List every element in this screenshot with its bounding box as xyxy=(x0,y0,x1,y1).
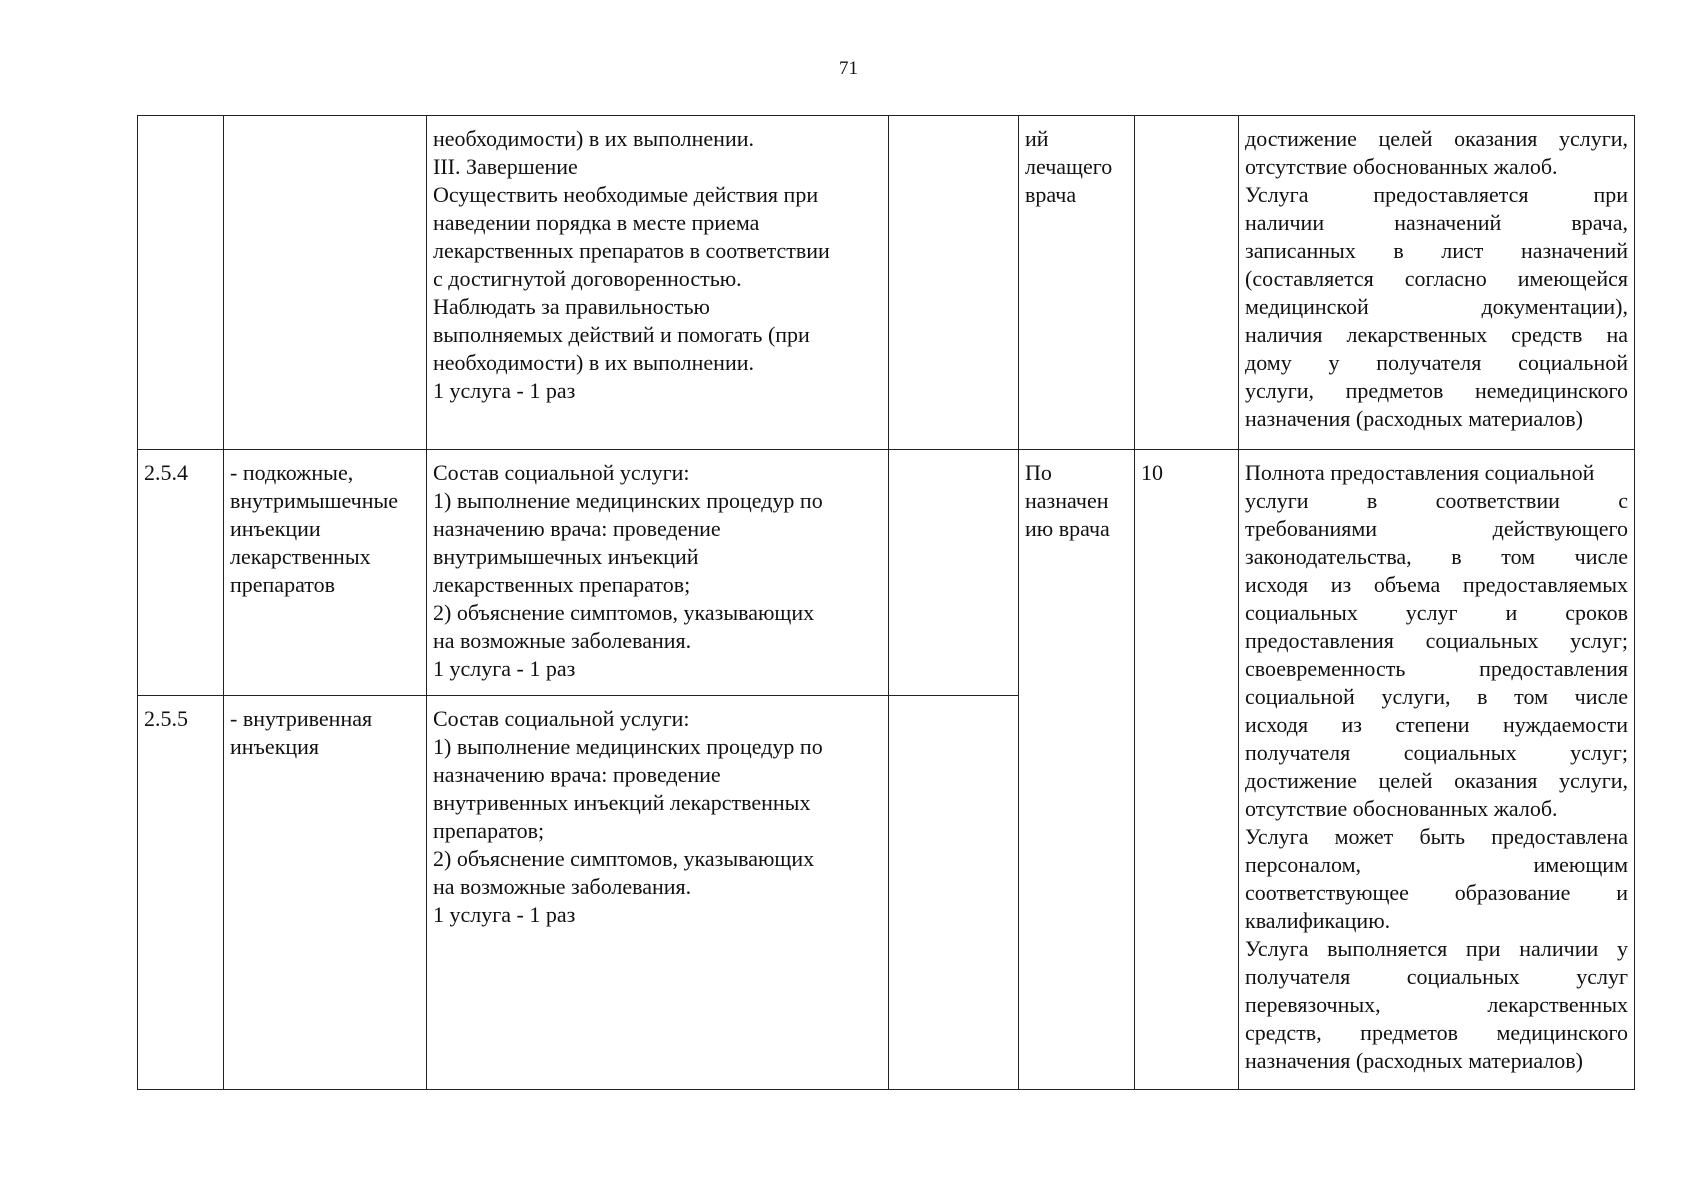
cell-term-empty xyxy=(1135,116,1239,450)
text-line: - внутривенная xyxy=(230,706,373,731)
text-line: ий xyxy=(1025,126,1049,151)
cell-number: 2.5.4 xyxy=(138,450,224,696)
text-line: достижение целей оказания услуги, xyxy=(1245,126,1628,151)
text-line: назначения (расходных материалов) xyxy=(1245,1048,1583,1073)
cell-content xyxy=(427,116,889,450)
text-line: средств, предметов медицинского xyxy=(1245,1020,1628,1045)
text-line: 1 услуга - 1 раз xyxy=(433,656,576,681)
text-line: достижение целей оказания услуги, xyxy=(1245,768,1628,793)
text-line: Наблюдать за правильностью xyxy=(433,294,710,319)
text-line: препаратов xyxy=(230,572,335,597)
text-line: соответствующее образование и xyxy=(1245,880,1628,905)
cell-content xyxy=(427,696,889,1090)
cell-criteria xyxy=(1239,450,1635,1090)
text-line: отсутствие обоснованных жалоб. xyxy=(1245,154,1558,179)
text-line: Осуществить необходимые действия при xyxy=(433,182,819,207)
text-line: (составляется согласно имеющейся xyxy=(1245,266,1628,291)
cell-empty xyxy=(889,450,1019,696)
text-line: исходя из степени нуждаемости xyxy=(1245,712,1628,737)
table-row-2-5-4 xyxy=(138,450,1635,696)
text-line: персоналом, имеющим xyxy=(1245,852,1628,877)
cell-term: 10 xyxy=(1135,450,1239,1090)
text-line: квалификацию. xyxy=(1245,908,1391,933)
cell-criteria xyxy=(1239,116,1635,450)
text-line: препаратов; xyxy=(433,818,545,843)
cell-frequency xyxy=(1019,450,1135,1090)
text-line: получателя социальных услуг xyxy=(1245,964,1628,989)
page-number: 71 xyxy=(839,58,858,79)
text-line: медицинской документации), xyxy=(1245,294,1628,319)
text-line: необходимости) в их выполнении. xyxy=(433,350,754,375)
text-line: своевременность предоставления xyxy=(1245,656,1628,681)
text-line: 1) выполнение медицинских процедур по xyxy=(433,488,823,513)
services-table xyxy=(137,115,1635,1090)
text-line: выполняемых действий и помогать (при xyxy=(433,322,810,347)
text-line: Полнота предоставления социальной xyxy=(1245,460,1595,485)
cell-name xyxy=(224,450,427,696)
text-line: наведении порядка в месте приема xyxy=(433,210,760,235)
text-line: исходя из объема предоставляемых xyxy=(1245,572,1628,597)
table-row-continued xyxy=(138,116,1635,450)
text-line: требованиями действующего xyxy=(1245,516,1628,541)
text-line: с достигнутой договоренностью. xyxy=(433,266,742,291)
text-line: врача xyxy=(1025,182,1077,207)
cell-number: 2.5.5 xyxy=(138,696,224,1090)
text-line: назначению врача: проведение xyxy=(433,516,721,541)
text-line: ию врача xyxy=(1025,516,1110,541)
text-line: отсутствие обоснованных жалоб. xyxy=(1245,796,1558,821)
text-line: наличия лекарственных средств на xyxy=(1245,322,1628,347)
text-line: Состав социальной услуги: xyxy=(433,706,690,731)
text-line: 1 услуга - 1 раз xyxy=(433,378,576,403)
text-line: Услуга выполняется при наличии у xyxy=(1245,936,1628,961)
cell-empty xyxy=(889,116,1019,450)
text-line: назначен xyxy=(1025,488,1109,513)
text-line: назначению врача: проведение xyxy=(433,762,721,787)
text-line: внутримышечные xyxy=(230,488,399,513)
cell-content xyxy=(427,450,889,696)
text-line: услуги, предметов немедицинского xyxy=(1245,378,1628,403)
text-line: на возможные заболевания. xyxy=(433,874,692,899)
text-line: законодательства, в том числе xyxy=(1245,544,1628,569)
text-line: - подкожные, xyxy=(230,460,354,485)
text-line: инъекция xyxy=(230,734,320,759)
text-line: лекарственных препаратов; xyxy=(433,572,691,597)
text-line: на возможные заболевания. xyxy=(433,628,692,653)
cell-name xyxy=(224,696,427,1090)
text-line: наличии назначений врача, xyxy=(1245,210,1628,235)
text-line: Услуга предоставляется при xyxy=(1245,182,1628,207)
text-line: внутривенных инъекций лекарственных xyxy=(433,790,811,815)
text-line: 1) выполнение медицинских процедур по xyxy=(433,734,823,759)
text-line: получателя социальных услуг; xyxy=(1245,740,1628,765)
text-line: 2) объяснение симптомов, указывающих xyxy=(433,846,815,871)
cell-frequency xyxy=(1019,116,1135,450)
text-line: лечащего xyxy=(1025,154,1113,179)
text-line: предоставления социальных услуг; xyxy=(1245,628,1628,653)
cell-number-empty xyxy=(138,116,224,450)
text-line: лекарственных препаратов в соответствии xyxy=(433,238,830,263)
text-line: Состав социальной услуги: xyxy=(433,460,690,485)
cell-name-empty xyxy=(224,116,427,450)
text-line: социальных услуг и сроков xyxy=(1245,600,1628,625)
text-line: лекарственных xyxy=(230,544,371,569)
text-line: 2) объяснение симптомов, указывающих xyxy=(433,600,815,625)
text-line: услуги в соответствии с xyxy=(1245,488,1628,513)
text-line: назначения (расходных материалов) xyxy=(1245,406,1583,431)
text-line: 1 услуга - 1 раз xyxy=(433,902,576,927)
text-line: записанных в лист назначений xyxy=(1245,238,1628,263)
text-line: Услуга может быть предоставлена xyxy=(1245,824,1628,849)
text-line: внутримышечных инъекций xyxy=(433,544,699,569)
text-line: инъекции xyxy=(230,516,321,541)
text-line: необходимости) в их выполнении. xyxy=(433,126,754,151)
text-line: По xyxy=(1025,460,1052,485)
text-line: III. Завершение xyxy=(433,154,578,179)
cell-empty xyxy=(889,696,1019,1090)
text-line: дому у получателя социальной xyxy=(1245,350,1628,375)
text-line: перевязочных, лекарственных xyxy=(1245,992,1628,1017)
text-line: социальной услуги, в том числе xyxy=(1245,684,1628,709)
